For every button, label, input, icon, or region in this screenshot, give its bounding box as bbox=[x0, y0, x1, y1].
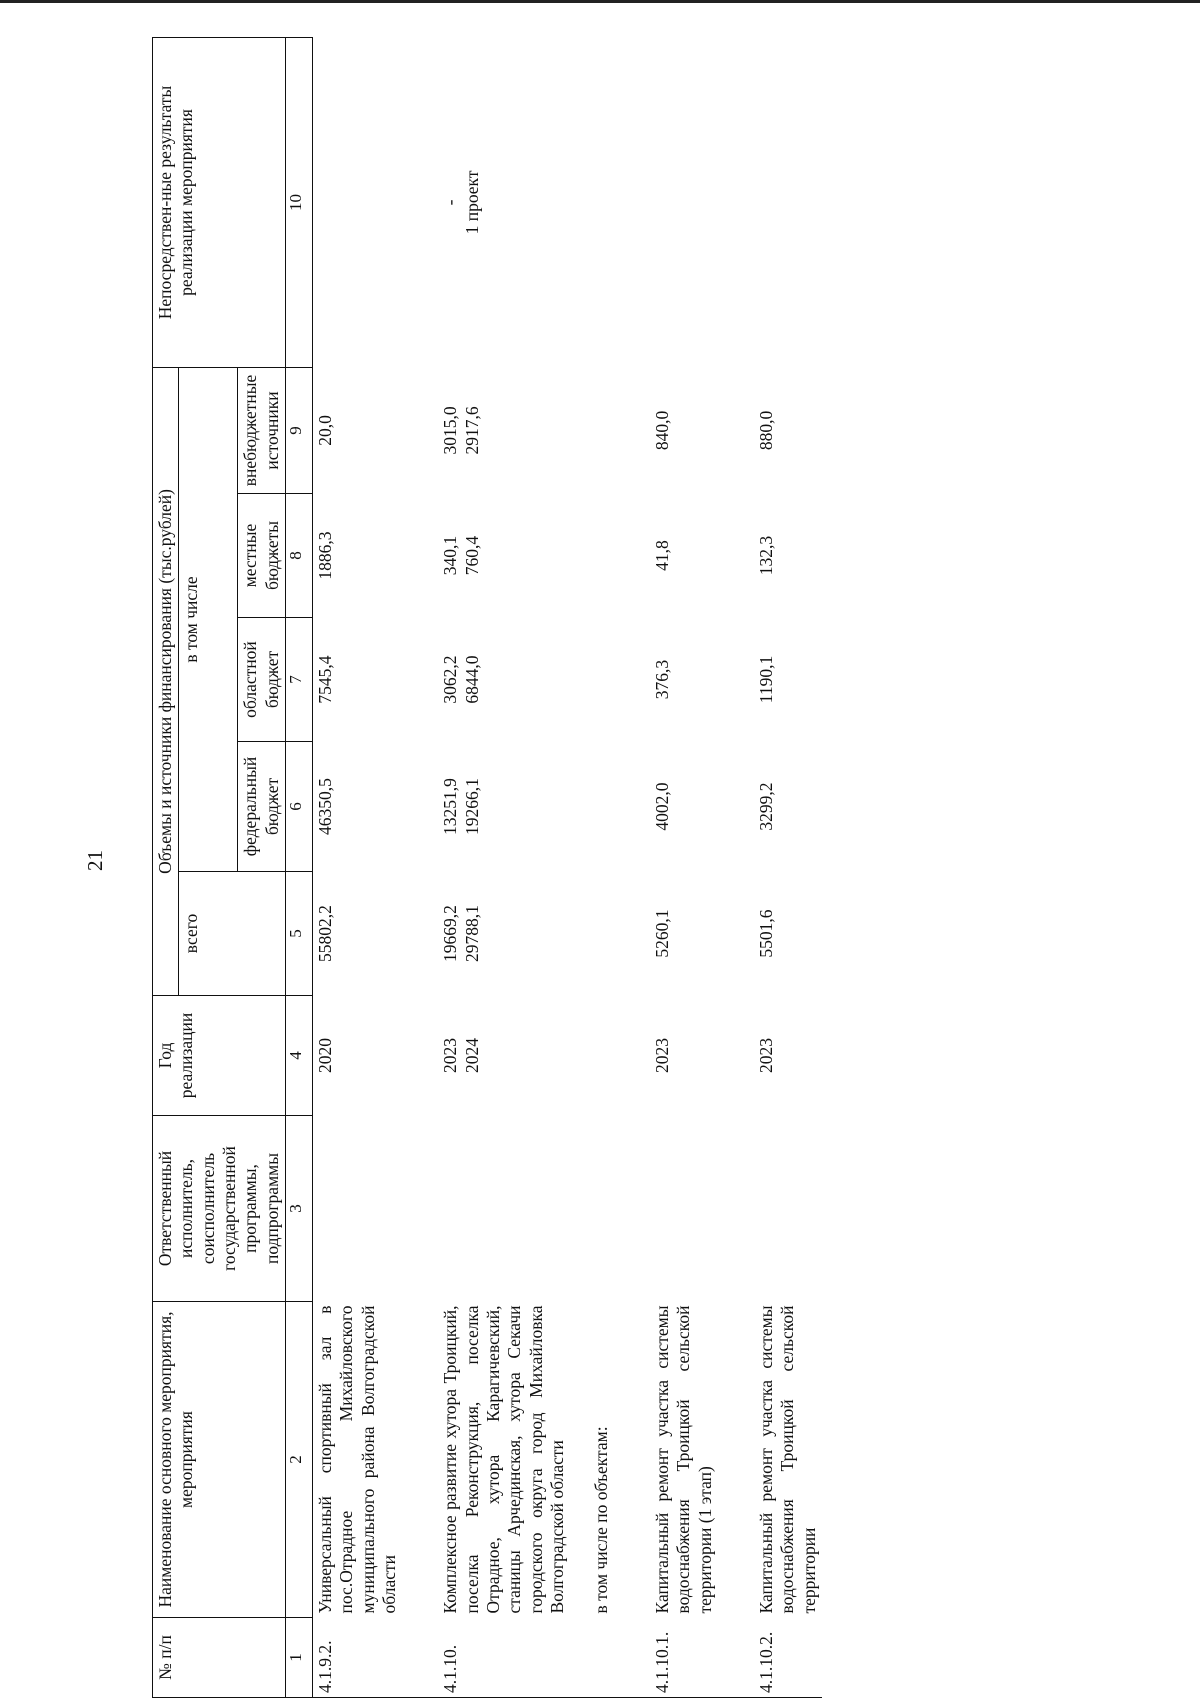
federal-value: 19266,1 bbox=[461, 778, 482, 835]
local-value: 760,4 bbox=[461, 535, 482, 576]
col-number: 1 bbox=[286, 1618, 313, 1698]
row-total bbox=[313, 872, 403, 996]
page-number: 21 bbox=[83, 850, 107, 871]
extra-value: 880,0 bbox=[755, 410, 776, 451]
header-executor: Ответственный исполнитель, соисполнитель государственной программы, подпрограммы bbox=[153, 1116, 286, 1302]
row-name: Комплексное развитие хутора Троицкий, поселка Реконструкция, поселка Отрадное, хутора Карагичевский, станицы Арчединская, хутора Секачи городского округа город Михайловка Волгоградской области bbox=[440, 1305, 568, 1614]
regional-value: 3062,2 bbox=[440, 655, 461, 704]
header-incl: в том числе bbox=[179, 367, 238, 871]
col-number: 9 bbox=[286, 367, 313, 493]
row-regional bbox=[754, 618, 822, 742]
row-num: 4.1.10. bbox=[438, 1618, 570, 1698]
row-local bbox=[754, 494, 822, 618]
year-value: 2023 bbox=[755, 1038, 776, 1073]
row-executor bbox=[313, 1116, 403, 1302]
row-local bbox=[313, 494, 403, 618]
regional-value: 1190,1 bbox=[755, 655, 776, 704]
total-value: 5501,6 bbox=[755, 909, 776, 958]
extra-value: 20,0 bbox=[315, 415, 336, 446]
row-result bbox=[313, 37, 403, 367]
row-extra bbox=[438, 367, 570, 493]
row-num: 4.1.9.2. bbox=[313, 1618, 403, 1698]
row-executor bbox=[650, 1116, 718, 1302]
row-total bbox=[754, 872, 822, 996]
financing-table bbox=[152, 37, 822, 1698]
col-number: 3 bbox=[286, 1116, 313, 1302]
row-local bbox=[438, 494, 570, 618]
col-number: 6 bbox=[286, 742, 313, 872]
total-value: 5260,1 bbox=[651, 909, 672, 958]
row-result bbox=[754, 37, 822, 367]
row-federal bbox=[650, 742, 718, 872]
col-number: 10 bbox=[286, 37, 313, 367]
row-name: Универсальный спортивный зал в пос.Отрадное Михайловского муниципального района Волгоградской области bbox=[315, 1305, 400, 1614]
row-year bbox=[313, 996, 403, 1116]
row-regional bbox=[650, 618, 718, 742]
table-row bbox=[571, 37, 614, 1697]
row-num: 4.1.10.2. bbox=[754, 1618, 822, 1698]
year-value: 2023 bbox=[651, 1038, 672, 1073]
federal-value: 4002,0 bbox=[651, 782, 672, 831]
row-regional bbox=[313, 618, 403, 742]
column-number-row bbox=[286, 37, 313, 1697]
table-row bbox=[438, 37, 570, 1697]
row-year bbox=[754, 996, 822, 1116]
row-regional bbox=[438, 618, 570, 742]
header-extra: внебюджетные источники bbox=[238, 367, 286, 493]
table-row bbox=[313, 37, 403, 1697]
header-results: Непосредствен-ные результаты реализации мероприятия bbox=[153, 37, 286, 367]
row-local bbox=[650, 494, 718, 618]
table-row bbox=[754, 37, 822, 1697]
extra-value: 840,0 bbox=[651, 410, 672, 451]
header-total: всего bbox=[179, 872, 286, 996]
federal-value: 13251,9 bbox=[440, 778, 461, 835]
row-total bbox=[650, 872, 718, 996]
col-number: 2 bbox=[286, 1302, 313, 1618]
col-number: 4 bbox=[286, 996, 313, 1116]
objects-label: в том числе по объектам: bbox=[590, 1426, 611, 1614]
row-federal bbox=[313, 742, 403, 872]
row-extra bbox=[650, 367, 718, 493]
row-year bbox=[650, 996, 718, 1116]
row-federal bbox=[438, 742, 570, 872]
federal-value: 46350,5 bbox=[315, 778, 336, 835]
rotated-table-container bbox=[152, 38, 1200, 1698]
row-year bbox=[438, 996, 570, 1116]
row-total bbox=[438, 872, 570, 996]
row-extra bbox=[313, 367, 403, 493]
col-number: 8 bbox=[286, 494, 313, 618]
local-value: 1886,3 bbox=[315, 531, 336, 580]
row-name: Капитальный ремонт участка системы водоснабжения Троицкой сельской территории bbox=[755, 1305, 819, 1614]
local-value: 132,3 bbox=[755, 535, 776, 576]
header-name: Наименование основного мероприятия, мероприятия bbox=[153, 1302, 286, 1618]
row-result bbox=[650, 37, 718, 367]
row-name: Капитальный ремонт участка системы водоснабжения Троицкой сельской территории (1 этап) bbox=[651, 1305, 715, 1614]
row-executor bbox=[438, 1116, 570, 1302]
header-year: Год реализации bbox=[153, 996, 286, 1116]
result-value: 1 проект bbox=[461, 170, 482, 235]
extra-value: 2917,6 bbox=[461, 406, 482, 455]
regional-value: 7545,4 bbox=[315, 655, 336, 704]
year-value: 2024 bbox=[461, 1038, 482, 1073]
total-value: 29788,1 bbox=[461, 905, 482, 962]
row-extra bbox=[754, 367, 822, 493]
row-executor bbox=[754, 1116, 822, 1302]
year-value: 2020 bbox=[315, 1038, 336, 1073]
local-value: 340,1 bbox=[440, 535, 461, 576]
federal-value: 3299,2 bbox=[755, 782, 776, 831]
header-regional: областной бюджет bbox=[238, 618, 286, 742]
year-value: 2023 bbox=[440, 1038, 461, 1073]
header-financing: Объемы и источники финансирования (тыс.рублей) bbox=[153, 367, 179, 995]
scan-top-edge bbox=[0, 0, 1200, 3]
header-local: местные бюджеты bbox=[238, 494, 286, 618]
local-value: 41,8 bbox=[651, 540, 672, 571]
total-value: 55802,2 bbox=[315, 905, 336, 962]
regional-value: 376,3 bbox=[651, 659, 672, 700]
extra-value: 3015,0 bbox=[440, 406, 461, 455]
row-num: 4.1.10.1. bbox=[650, 1618, 718, 1698]
header-num: № п/п bbox=[153, 1618, 286, 1698]
total-value: 19669,2 bbox=[440, 905, 461, 962]
col-number: 5 bbox=[286, 872, 313, 996]
result-value: - bbox=[440, 199, 461, 206]
row-federal bbox=[754, 742, 822, 872]
header-federal: федеральный бюджет bbox=[238, 742, 286, 872]
table-row bbox=[650, 37, 718, 1697]
regional-value: 6844,0 bbox=[461, 655, 482, 704]
row-result bbox=[438, 37, 570, 367]
col-number: 7 bbox=[286, 618, 313, 742]
